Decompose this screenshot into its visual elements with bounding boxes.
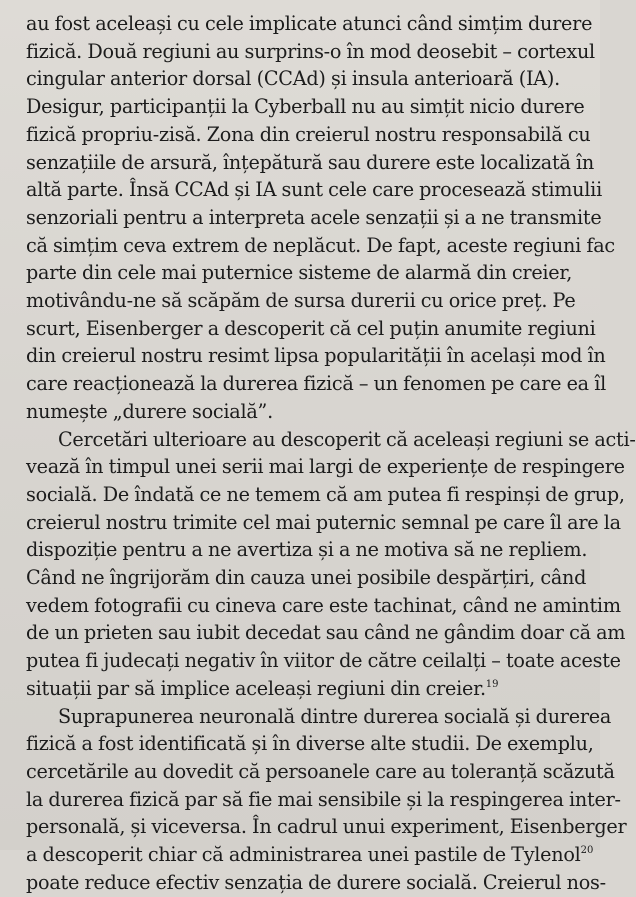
book-text-body <box>26 10 636 897</box>
text-line: putea fi judecați negativ în viitor de către ceilalți – toate aceste <box>26 649 621 673</box>
text-line: Desigur, participanții la Cyberball nu au simțit nicio durere <box>26 95 585 119</box>
text-line: vedem fotografii cu cineva care este tachinat, când ne amintim <box>26 593 621 617</box>
text-line: de un prieten sau iubit decedat sau când ne gândim doar că am <box>26 621 626 645</box>
footnote-marker: 19 <box>485 678 499 690</box>
text-line: vează în timpul unei serii mai largi de experiențe de respingere <box>26 455 625 479</box>
text-line: cingular anterior dorsal (CCAd) și insula anterioară (IA). <box>26 67 560 91</box>
paragraph-2 <box>26 426 636 703</box>
text-line: au fost aceleași cu cele implicate atunci când simțim durere <box>26 12 593 35</box>
text-line-content: a descoperit chiar că administrarea unei pastile de Tylenol <box>26 843 581 867</box>
text-line: motivându-ne să scăpăm de sursa durerii cu orice preț. Pe <box>26 289 576 313</box>
text-line: altă parte. Însă CCAd și IA sunt cele care procesează stimulii <box>26 178 602 202</box>
text-line: fizică a fost identificată și în diverse alte studii. De exemplu, <box>26 732 594 756</box>
text-line: din creierul nostru resimt lipsa popularității în același mod în <box>26 344 606 368</box>
text-line: scurt, Eisenberger a descoperit că cel puțin anumite regiuni <box>26 316 596 340</box>
text-line: poate reduce efectiv senzația de durere socială. Creierul nos- <box>26 870 606 894</box>
text-line: cercetările au dovedit că persoanele care au toleranță scăzută <box>26 759 615 783</box>
text-line: personală, și viceversa. În cadrul unui experiment, Eisenberger <box>26 815 627 839</box>
text-line: senzoriali pentru a interpreta acele senzații și a ne transmite <box>26 205 602 229</box>
text-line: creierul nostru trimite cel mai puternic semnal pe care îl are la <box>26 510 621 534</box>
text-line: că simțim ceva extrem de neplăcut. De fapt, aceste regiuni fac <box>26 233 615 257</box>
text-line: fizică. Două regiuni au surprins-o în mod deosebit – cortexul <box>26 39 595 63</box>
paragraph-3 <box>26 703 627 897</box>
text-line: parte din cele mai puternice sisteme de alarmă din creier, <box>26 261 573 285</box>
text-line <box>26 675 560 703</box>
text-line: Suprapunerea neuronală dintre durerea socială și durerea <box>58 704 612 728</box>
text-line: la durerea fizică par să fie mai sensibile și la respingerea inter- <box>26 787 621 811</box>
text-line <box>26 841 594 869</box>
text-line: care reacționează la durerea fizică – un fenomen pe care ea îl <box>26 372 606 396</box>
text-line: Când ne îngrijorăm din cauza unei posibile despărțiri, când <box>26 566 587 590</box>
text-line: Cercetări ulterioare au descoperit că aceleași regiuni se acti- <box>58 427 636 451</box>
footnote-marker: 20 <box>580 845 594 857</box>
text-line: fizică propriu-zisă. Zona din creierul nostru responsabilă cu <box>26 122 591 146</box>
text-line: senzațiile de arsură, înțepătură sau durere este localizată în <box>26 150 594 174</box>
text-line: socială. De îndată ce ne temem că am putea fi respinși de grup, <box>26 482 625 506</box>
text-line: dispoziție pentru a ne avertiza și a ne motiva să ne repliem. <box>26 538 588 562</box>
text-line: numește „durere socială”. <box>26 399 273 423</box>
paragraph-1 <box>26 10 615 426</box>
text-line-content: situații par să implice aceleași regiuni din creier. <box>26 676 486 700</box>
